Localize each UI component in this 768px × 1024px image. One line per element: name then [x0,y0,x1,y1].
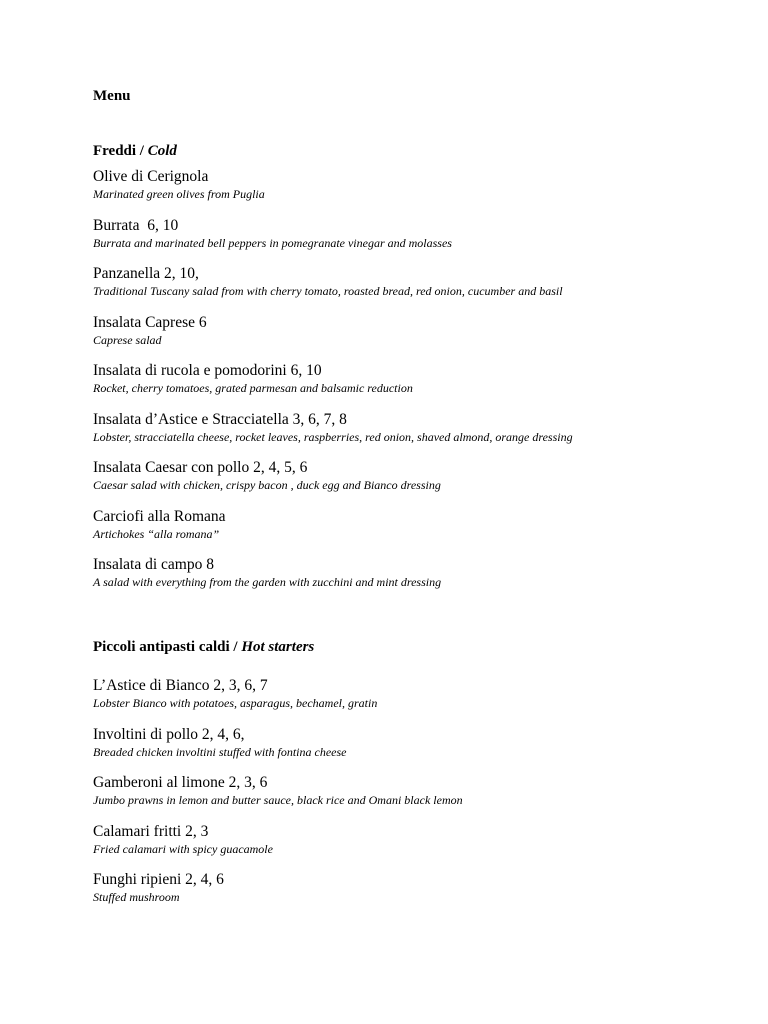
dish-name: Involtini di pollo 2, 4, 6, [93,725,245,743]
dish-description: Burrata and marinated bell peppers in pomegranate vinegar and molasses [93,235,452,250]
dish-name: Burrata 6, 10 [93,216,179,234]
dish-description: Traditional Tuscany salad from with cherry tomato, roasted bread, red onion, cucumber and basil [93,284,563,298]
dish-item [93,265,733,299]
section-heading-it: Freddi / [93,143,148,159]
menu-page [93,86,733,905]
dish-item [93,217,733,251]
dish-name: Panzanella 2, 10, [93,265,199,282]
dish-item [93,459,733,493]
section-heading-en: Cold [147,143,177,159]
dish-list-cold [93,168,733,590]
dish-description: Stuffed mushroom [93,890,180,904]
dish-list-hot [93,677,733,905]
section-heading-en: Hot starters [241,639,315,655]
dish-item [93,508,733,542]
dish-item [93,871,733,905]
dish-name: Olive di Cerignola [93,168,209,185]
section-hot-starters [93,637,733,905]
dish-item [93,726,733,760]
section-heading-hot [93,637,733,657]
dish-item [93,677,733,711]
dish-description: A salad with everything from the garden with zucchini and mint dressing [93,575,442,589]
page-title: Menu [93,88,131,104]
dish-description: Artichokes “alla romana” [93,526,220,541]
dish-name: Insalata Caesar con pollo 2, 4, 5, 6 [93,459,308,476]
dish-description: Marinated green olives from Puglia [93,187,265,201]
dish-name: Insalata d’Astice e Stracciatella 3, 6, 7, 8 [93,410,347,428]
dish-item [93,556,733,590]
dish-description: Caesar salad with chicken, crispy bacon , duck egg and Bianco dressing [93,478,441,492]
dish-description: Breaded chicken involtini stuffed with fontina cheese [93,744,347,759]
dish-description: Lobster Bianco with potatoes, asparagus, bechamel, gratin [93,696,378,710]
dish-description: Lobster, stracciatella cheese, rocket leaves, raspberries, red onion, shaved almond, orange dressing [93,429,573,444]
dish-item [93,411,733,445]
section-heading-cold [93,141,733,161]
dish-item [93,823,733,857]
dish-name: Insalata di rucola e pomodorini 6, 10 [93,362,322,379]
dish-description: Rocket, cherry tomatoes, grated parmesan and balsamic reduction [93,381,413,395]
dish-description: Fried calamari with spicy guacamole [93,841,273,856]
dish-name: Insalata Caprese 6 [93,313,207,331]
dish-name: Calamari fritti 2, 3 [93,822,209,840]
dish-name: L’Astice di Bianco 2, 3, 6, 7 [93,677,268,694]
dish-name: Insalata di campo 8 [93,556,214,573]
section-heading-it: Piccoli antipasti caldi / [93,639,242,655]
dish-item [93,362,733,396]
dish-name: Carciofi alla Romana [93,507,226,525]
section-cold [93,141,733,590]
dish-description: Jumbo prawns in lemon and butter sauce, black rice and Omani black lemon [93,793,463,807]
dish-name: Gamberoni al limone 2, 3, 6 [93,774,268,791]
dish-description: Caprese salad [93,332,162,347]
dish-name: Funghi ripieni 2, 4, 6 [93,871,224,888]
dish-item [93,168,733,202]
dish-item [93,774,733,808]
dish-item [93,314,733,348]
